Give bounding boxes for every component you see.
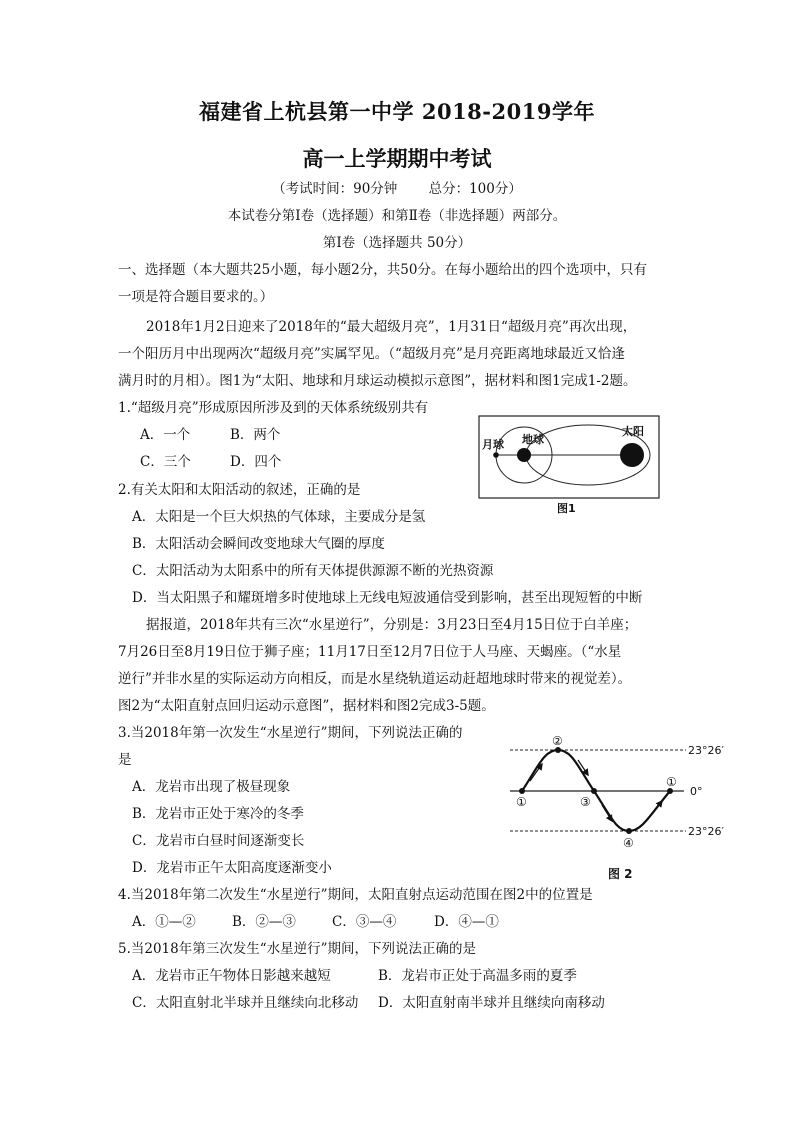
q3-stem-line2: 是: [118, 752, 132, 768]
label-4: ④: [623, 836, 634, 850]
arrow-3-4: [602, 805, 612, 821]
material2-line1: 据报道，2018年共有三次“水星逆行”，分别是：3月23日至4月15日位于白羊座；: [146, 617, 638, 633]
figure2-diagram: [500, 733, 740, 883]
material1-line3: 满月时的月相）。图1为“太阳、地球和月球运动模拟示意图”，据材料和图1完成1-2题。: [118, 373, 637, 389]
q2-option-d: D．当太阳黑子和耀斑增多时使地球上无线电短波通信受到影响，甚至出现短暂的中断: [132, 590, 643, 606]
q5-stem: 5.当2018年第三次发生“水星逆行”期间，下列说法正确的是: [118, 941, 477, 957]
figure2-caption: 图 2: [608, 867, 633, 881]
q3-stem-line1: 3.当2018年第一次发生“水星逆行”期间，下列说法正确的: [118, 725, 463, 741]
q5-option-d: D．太阳直射南半球并且继续向南移动: [378, 995, 605, 1011]
material2-line2: 7月26日至8月19日位于狮子座；11月17日至12月7日位于人马座、天蝎座。（“水星: [118, 644, 622, 660]
q1-option-a: A．一个: [140, 427, 191, 443]
q4-stem: 4.当2018年第二次发生“水星逆行”期间，太阳直射点运动范围在图2中的位置是: [118, 887, 593, 903]
earth-dot: [517, 448, 531, 462]
q5-option-c: C．太阳直射北半球并且继续向北移动: [132, 995, 359, 1011]
q1-option-d: D．四个: [230, 454, 282, 470]
part1-heading: 第Ⅰ卷（选择题共 50分）: [322, 235, 472, 251]
sun-label: 太阳: [622, 425, 644, 438]
q2-option-c: C．太阳活动为太阳系中的所有天体提供源源不断的光热资源: [132, 563, 494, 579]
material2-line3: 逆行”并非水星的实际运动方向相反，而是水星绕轨道运动赶超地球时带来的视觉差）。: [118, 671, 632, 687]
label-2: ②: [552, 734, 563, 748]
material1-line2: 一个阳历月中出现两次“超级月亮”实属罕见。（“超级月亮”是月亮距离地球最近又恰逢: [118, 346, 625, 362]
label-1-right: ①: [666, 775, 677, 789]
q2-stem: 2.有关太阳和太阳活动的叙述，正确的是: [118, 482, 361, 498]
section-intro-line2: 一项是符合题目要求的。）: [118, 289, 274, 305]
material1-line1: 2018年1月2日迎来了2018年的“最大超级月亮”，1月31日“超级月亮”再次出现，: [146, 319, 637, 335]
moon-label: 月球: [482, 438, 504, 451]
q5-option-b: B．龙岩市正处于高温多雨的夏季: [378, 968, 577, 984]
q3-option-b: B．龙岩市正处于寒冷的冬季: [132, 806, 304, 822]
q1-stem: 1.“超级月亮”形成原因所涉及到的天体系统级别共有: [118, 400, 429, 416]
q4-option-a: A．①—②: [132, 914, 196, 930]
q4-option-d: D．④—①: [434, 914, 499, 930]
q3-option-a: A．龙岩市出现了极昼现象: [132, 779, 291, 795]
point-4: [626, 828, 632, 834]
exam-info: （考试时间：90分钟 总分：100分）: [272, 181, 522, 197]
exam-subtitle: 高一上学期期中考试: [302, 146, 492, 171]
q4-option-b: B．②—③: [232, 914, 296, 930]
q5-option-a: A．龙岩市正午物体日影越来越短: [132, 968, 331, 984]
material2-line4: 图2为“太阳直射点回归运动示意图”，据材料和图2完成3-5题。: [118, 698, 495, 714]
q2-option-a: A．太阳是一个巨大炽热的气体球，主要成分是氢: [132, 509, 426, 525]
moon-dot: [493, 452, 499, 458]
label-1-left: ①: [516, 795, 527, 809]
label-3: ③: [580, 795, 591, 809]
lat-bottom-label: 23°26′: [688, 825, 724, 838]
figure1-diagram: [478, 415, 662, 517]
arrow-4-1: [648, 801, 662, 819]
paper-structure: 本试卷分第Ⅰ卷（选择题）和第Ⅱ卷（非选择题）两部分。: [227, 208, 567, 224]
lat-top-label: 23°26′: [688, 744, 724, 757]
q3-option-d: D．龙岩市正午太阳高度逐渐变小: [132, 860, 332, 876]
section-intro-line1: 一、选择题（本大题共25小题，每小题2分，共50分。在每小题给出的四个选项中，只有: [118, 262, 647, 278]
figure1-caption: 图1: [557, 502, 576, 515]
arrow-1-2: [530, 764, 542, 781]
q2-option-b: B．太阳活动会瞬间改变地球大气圈的厚度: [132, 536, 385, 552]
lat-mid-label: 0°: [690, 785, 703, 798]
earth-label: 地球: [522, 433, 544, 446]
q4-option-c: C．③—④: [332, 914, 397, 930]
sun-dot: [620, 443, 644, 467]
q1-option-c: C．三个: [140, 454, 191, 470]
q3-option-c: C．龙岩市白昼时间逐渐变长: [132, 833, 305, 849]
q1-option-b: B．两个: [230, 427, 281, 443]
point-1-left: [519, 788, 525, 794]
exam-title: 福建省上杭县第一中学 2018-2019学年: [199, 99, 595, 124]
point-3: [591, 788, 597, 794]
